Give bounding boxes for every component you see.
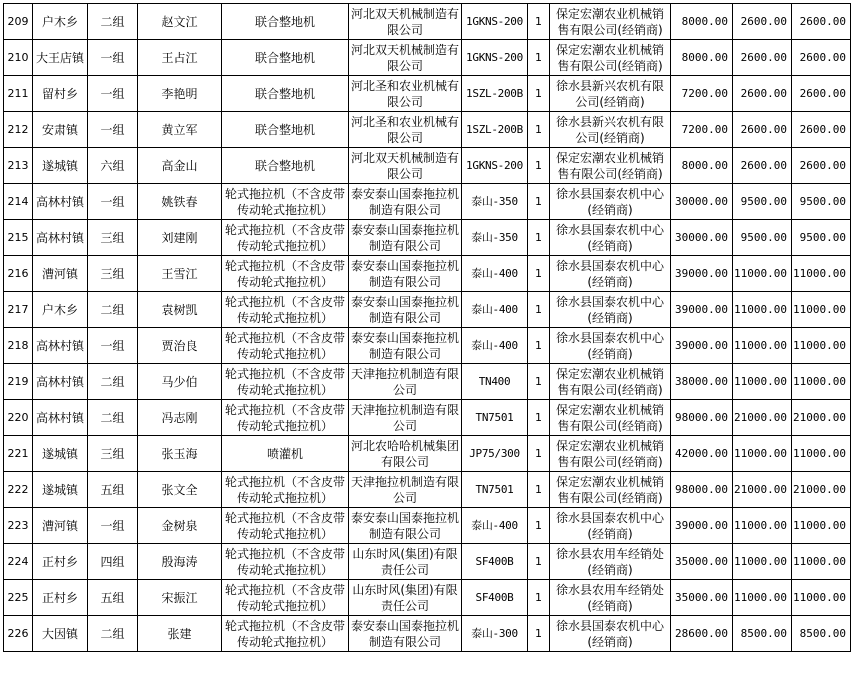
town-cell: 遂城镇 bbox=[33, 436, 88, 472]
table-row bbox=[4, 184, 851, 220]
row-number-cell: 221 bbox=[4, 436, 33, 472]
name-cell: 李艳明 bbox=[138, 76, 222, 112]
price-cell: 42000.00 bbox=[671, 436, 733, 472]
town-cell: 高林村镇 bbox=[33, 328, 88, 364]
table-row bbox=[4, 148, 851, 184]
name-cell: 王占江 bbox=[138, 40, 222, 76]
manufacturer-cell: 天津拖拉机制造有限公司 bbox=[349, 472, 462, 508]
quantity-cell: 1 bbox=[528, 184, 550, 220]
model-cell: 1GKNS-200 bbox=[462, 148, 528, 184]
group-cell: 二组 bbox=[88, 364, 138, 400]
manufacturer-cell: 河北圣和农业机械有限公司 bbox=[349, 112, 462, 148]
manufacturer-cell: 泰安泰山国泰拖拉机制造有限公司 bbox=[349, 328, 462, 364]
subsidy-amount-cell: 9500.00 bbox=[791, 220, 850, 256]
name-cell: 王雪江 bbox=[138, 256, 222, 292]
quantity-cell: 1 bbox=[528, 292, 550, 328]
model-cell: 泰山-350 bbox=[462, 220, 528, 256]
machine-type-cell: 轮式拖拉机（不含皮带传动轮式拖拉机） bbox=[222, 400, 349, 436]
subsidy-amount-cell: 2600.00 bbox=[791, 76, 850, 112]
subsidy-amount-cell: 2600.00 bbox=[791, 148, 850, 184]
table-row bbox=[4, 256, 851, 292]
machine-type-cell: 轮式拖拉机（不含皮带传动轮式拖拉机） bbox=[222, 508, 349, 544]
model-cell: 泰山-350 bbox=[462, 184, 528, 220]
dealer-cell: 保定宏潮农业机械销售有限公司(经销商) bbox=[550, 148, 671, 184]
machine-type-cell: 联合整地机 bbox=[222, 40, 349, 76]
dealer-cell: 徐水县国泰农机中心(经销商) bbox=[550, 184, 671, 220]
town-cell: 高林村镇 bbox=[33, 184, 88, 220]
table-row bbox=[4, 76, 851, 112]
price-cell: 7200.00 bbox=[671, 112, 733, 148]
row-number-cell: 225 bbox=[4, 580, 33, 616]
quantity-cell: 1 bbox=[528, 220, 550, 256]
subsidy-cell: 21000.00 bbox=[733, 472, 792, 508]
machine-type-cell: 轮式拖拉机（不含皮带传动轮式拖拉机） bbox=[222, 472, 349, 508]
manufacturer-cell: 泰安泰山国泰拖拉机制造有限公司 bbox=[349, 616, 462, 652]
town-cell: 正村乡 bbox=[33, 580, 88, 616]
dealer-cell: 徐水县国泰农机中心(经销商) bbox=[550, 256, 671, 292]
town-cell: 高林村镇 bbox=[33, 364, 88, 400]
table-row bbox=[4, 4, 851, 40]
quantity-cell: 1 bbox=[528, 328, 550, 364]
row-number-cell: 211 bbox=[4, 76, 33, 112]
group-cell: 三组 bbox=[88, 256, 138, 292]
machine-type-cell: 轮式拖拉机（不含皮带传动轮式拖拉机） bbox=[222, 544, 349, 580]
model-cell: SF400B bbox=[462, 580, 528, 616]
subsidy-amount-cell: 11000.00 bbox=[791, 256, 850, 292]
town-cell: 大王店镇 bbox=[33, 40, 88, 76]
manufacturer-cell: 天津拖拉机制造有限公司 bbox=[349, 364, 462, 400]
subsidy-cell: 11000.00 bbox=[733, 544, 792, 580]
group-cell: 一组 bbox=[88, 40, 138, 76]
name-cell: 冯志刚 bbox=[138, 400, 222, 436]
price-cell: 30000.00 bbox=[671, 184, 733, 220]
subsidy-cell: 2600.00 bbox=[733, 4, 792, 40]
model-cell: 1SZL-200B bbox=[462, 112, 528, 148]
name-cell: 高金山 bbox=[138, 148, 222, 184]
manufacturer-cell: 河北圣和农业机械有限公司 bbox=[349, 76, 462, 112]
price-cell: 98000.00 bbox=[671, 472, 733, 508]
subsidy-cell: 11000.00 bbox=[733, 364, 792, 400]
machine-type-cell: 联合整地机 bbox=[222, 4, 349, 40]
model-cell: JP75/300 bbox=[462, 436, 528, 472]
dealer-cell: 徐水县国泰农机中心(经销商) bbox=[550, 328, 671, 364]
dealer-cell: 保定宏潮农业机械销售有限公司(经销商) bbox=[550, 40, 671, 76]
group-cell: 五组 bbox=[88, 472, 138, 508]
machine-type-cell: 轮式拖拉机（不含皮带传动轮式拖拉机） bbox=[222, 616, 349, 652]
group-cell: 二组 bbox=[88, 292, 138, 328]
price-cell: 8000.00 bbox=[671, 4, 733, 40]
table-row bbox=[4, 220, 851, 256]
group-cell: 三组 bbox=[88, 436, 138, 472]
price-cell: 35000.00 bbox=[671, 580, 733, 616]
table-body bbox=[4, 4, 851, 652]
subsidy-cell: 2600.00 bbox=[733, 112, 792, 148]
manufacturer-cell: 泰安泰山国泰拖拉机制造有限公司 bbox=[349, 184, 462, 220]
price-cell: 39000.00 bbox=[671, 508, 733, 544]
name-cell: 金树泉 bbox=[138, 508, 222, 544]
town-cell: 漕河镇 bbox=[33, 256, 88, 292]
table-row bbox=[4, 328, 851, 364]
row-number-cell: 216 bbox=[4, 256, 33, 292]
price-cell: 7200.00 bbox=[671, 76, 733, 112]
quantity-cell: 1 bbox=[528, 580, 550, 616]
subsidy-cell: 11000.00 bbox=[733, 436, 792, 472]
town-cell: 遂城镇 bbox=[33, 148, 88, 184]
price-cell: 8000.00 bbox=[671, 40, 733, 76]
row-number-cell: 210 bbox=[4, 40, 33, 76]
dealer-cell: 保定宏潮农业机械销售有限公司(经销商) bbox=[550, 436, 671, 472]
price-cell: 30000.00 bbox=[671, 220, 733, 256]
model-cell: TN7501 bbox=[462, 472, 528, 508]
manufacturer-cell: 泰安泰山国泰拖拉机制造有限公司 bbox=[349, 256, 462, 292]
name-cell: 张建 bbox=[138, 616, 222, 652]
machine-type-cell: 联合整地机 bbox=[222, 76, 349, 112]
subsidy-amount-cell: 9500.00 bbox=[791, 184, 850, 220]
row-number-cell: 224 bbox=[4, 544, 33, 580]
row-number-cell: 222 bbox=[4, 472, 33, 508]
name-cell: 袁树凯 bbox=[138, 292, 222, 328]
subsidy-amount-cell: 21000.00 bbox=[791, 472, 850, 508]
machine-type-cell: 轮式拖拉机（不含皮带传动轮式拖拉机） bbox=[222, 292, 349, 328]
dealer-cell: 保定宏潮农业机械销售有限公司(经销商) bbox=[550, 364, 671, 400]
group-cell: 四组 bbox=[88, 544, 138, 580]
dealer-cell: 徐水县国泰农机中心(经销商) bbox=[550, 220, 671, 256]
machine-type-cell: 轮式拖拉机（不含皮带传动轮式拖拉机） bbox=[222, 184, 349, 220]
quantity-cell: 1 bbox=[528, 76, 550, 112]
group-cell: 一组 bbox=[88, 112, 138, 148]
subsidy-cell: 8500.00 bbox=[733, 616, 792, 652]
dealer-cell: 徐水县新兴农机有限公司(经销商) bbox=[550, 76, 671, 112]
dealer-cell: 徐水县国泰农机中心(经销商) bbox=[550, 616, 671, 652]
model-cell: TN400 bbox=[462, 364, 528, 400]
quantity-cell: 1 bbox=[528, 364, 550, 400]
table-row bbox=[4, 472, 851, 508]
row-number-cell: 220 bbox=[4, 400, 33, 436]
table-row bbox=[4, 292, 851, 328]
quantity-cell: 1 bbox=[528, 616, 550, 652]
dealer-cell: 保定宏潮农业机械销售有限公司(经销商) bbox=[550, 400, 671, 436]
quantity-cell: 1 bbox=[528, 544, 550, 580]
quantity-cell: 1 bbox=[528, 400, 550, 436]
manufacturer-cell: 河北双天机械制造有限公司 bbox=[349, 40, 462, 76]
row-number-cell: 214 bbox=[4, 184, 33, 220]
table-row bbox=[4, 544, 851, 580]
manufacturer-cell: 河北农哈哈机械集团有限公司 bbox=[349, 436, 462, 472]
group-cell: 二组 bbox=[88, 4, 138, 40]
model-cell: 1GKNS-200 bbox=[462, 40, 528, 76]
subsidy-cell: 11000.00 bbox=[733, 328, 792, 364]
row-number-cell: 223 bbox=[4, 508, 33, 544]
machine-type-cell: 联合整地机 bbox=[222, 148, 349, 184]
table-row bbox=[4, 112, 851, 148]
name-cell: 姚铁春 bbox=[138, 184, 222, 220]
manufacturer-cell: 河北双天机械制造有限公司 bbox=[349, 4, 462, 40]
subsidy-cell: 11000.00 bbox=[733, 580, 792, 616]
machine-type-cell: 轮式拖拉机（不含皮带传动轮式拖拉机） bbox=[222, 580, 349, 616]
price-cell: 39000.00 bbox=[671, 328, 733, 364]
dealer-cell: 徐水县农用车经销处(经销商) bbox=[550, 580, 671, 616]
model-cell: SF400B bbox=[462, 544, 528, 580]
group-cell: 二组 bbox=[88, 616, 138, 652]
quantity-cell: 1 bbox=[528, 256, 550, 292]
name-cell: 黄立军 bbox=[138, 112, 222, 148]
row-number-cell: 219 bbox=[4, 364, 33, 400]
group-cell: 五组 bbox=[88, 580, 138, 616]
name-cell: 殷海涛 bbox=[138, 544, 222, 580]
group-cell: 一组 bbox=[88, 508, 138, 544]
manufacturer-cell: 河北双天机械制造有限公司 bbox=[349, 148, 462, 184]
subsidy-table bbox=[3, 3, 851, 652]
table-row bbox=[4, 580, 851, 616]
name-cell: 马少伯 bbox=[138, 364, 222, 400]
model-cell: 泰山-300 bbox=[462, 616, 528, 652]
price-cell: 35000.00 bbox=[671, 544, 733, 580]
table-row bbox=[4, 436, 851, 472]
model-cell: 泰山-400 bbox=[462, 508, 528, 544]
subsidy-cell: 9500.00 bbox=[733, 220, 792, 256]
group-cell: 一组 bbox=[88, 328, 138, 364]
model-cell: 泰山-400 bbox=[462, 328, 528, 364]
subsidy-amount-cell: 2600.00 bbox=[791, 40, 850, 76]
subsidy-amount-cell: 11000.00 bbox=[791, 436, 850, 472]
quantity-cell: 1 bbox=[528, 472, 550, 508]
subsidy-amount-cell: 11000.00 bbox=[791, 292, 850, 328]
subsidy-cell: 2600.00 bbox=[733, 148, 792, 184]
quantity-cell: 1 bbox=[528, 40, 550, 76]
table-row bbox=[4, 508, 851, 544]
manufacturer-cell: 山东时风(集团)有限责任公司 bbox=[349, 544, 462, 580]
model-cell: 泰山-400 bbox=[462, 292, 528, 328]
price-cell: 98000.00 bbox=[671, 400, 733, 436]
model-cell: 1SZL-200B bbox=[462, 76, 528, 112]
model-cell: TN7501 bbox=[462, 400, 528, 436]
quantity-cell: 1 bbox=[528, 436, 550, 472]
subsidy-amount-cell: 2600.00 bbox=[791, 4, 850, 40]
price-cell: 39000.00 bbox=[671, 256, 733, 292]
name-cell: 赵文江 bbox=[138, 4, 222, 40]
manufacturer-cell: 泰安泰山国泰拖拉机制造有限公司 bbox=[349, 508, 462, 544]
model-cell: 泰山-400 bbox=[462, 256, 528, 292]
group-cell: 一组 bbox=[88, 76, 138, 112]
price-cell: 28600.00 bbox=[671, 616, 733, 652]
manufacturer-cell: 天津拖拉机制造有限公司 bbox=[349, 400, 462, 436]
town-cell: 户木乡 bbox=[33, 4, 88, 40]
town-cell: 户木乡 bbox=[33, 292, 88, 328]
machine-type-cell: 喷灌机 bbox=[222, 436, 349, 472]
dealer-cell: 徐水县农用车经销处(经销商) bbox=[550, 544, 671, 580]
subsidy-amount-cell: 11000.00 bbox=[791, 580, 850, 616]
price-cell: 39000.00 bbox=[671, 292, 733, 328]
dealer-cell: 保定宏潮农业机械销售有限公司(经销商) bbox=[550, 4, 671, 40]
town-cell: 安肃镇 bbox=[33, 112, 88, 148]
subsidy-amount-cell: 11000.00 bbox=[791, 544, 850, 580]
dealer-cell: 徐水县新兴农机有限公司(经销商) bbox=[550, 112, 671, 148]
manufacturer-cell: 泰安泰山国泰拖拉机制造有限公司 bbox=[349, 292, 462, 328]
subsidy-cell: 2600.00 bbox=[733, 40, 792, 76]
dealer-cell: 徐水县国泰农机中心(经销商) bbox=[550, 292, 671, 328]
machine-type-cell: 轮式拖拉机（不含皮带传动轮式拖拉机） bbox=[222, 364, 349, 400]
table-row bbox=[4, 40, 851, 76]
name-cell: 张玉海 bbox=[138, 436, 222, 472]
row-number-cell: 212 bbox=[4, 112, 33, 148]
table-row bbox=[4, 616, 851, 652]
subsidy-amount-cell: 8500.00 bbox=[791, 616, 850, 652]
subsidy-amount-cell: 11000.00 bbox=[791, 508, 850, 544]
name-cell: 刘建刚 bbox=[138, 220, 222, 256]
town-cell: 正村乡 bbox=[33, 544, 88, 580]
row-number-cell: 218 bbox=[4, 328, 33, 364]
quantity-cell: 1 bbox=[528, 4, 550, 40]
row-number-cell: 217 bbox=[4, 292, 33, 328]
group-cell: 一组 bbox=[88, 184, 138, 220]
table-row bbox=[4, 364, 851, 400]
subsidy-cell: 2600.00 bbox=[733, 76, 792, 112]
subsidy-cell: 11000.00 bbox=[733, 292, 792, 328]
machine-type-cell: 轮式拖拉机（不含皮带传动轮式拖拉机） bbox=[222, 328, 349, 364]
group-cell: 六组 bbox=[88, 148, 138, 184]
price-cell: 8000.00 bbox=[671, 148, 733, 184]
quantity-cell: 1 bbox=[528, 508, 550, 544]
subsidy-cell: 11000.00 bbox=[733, 508, 792, 544]
quantity-cell: 1 bbox=[528, 148, 550, 184]
manufacturer-cell: 山东时风(集团)有限责任公司 bbox=[349, 580, 462, 616]
subsidy-amount-cell: 11000.00 bbox=[791, 328, 850, 364]
table-row bbox=[4, 400, 851, 436]
row-number-cell: 215 bbox=[4, 220, 33, 256]
machine-type-cell: 联合整地机 bbox=[222, 112, 349, 148]
subsidy-amount-cell: 11000.00 bbox=[791, 364, 850, 400]
town-cell: 遂城镇 bbox=[33, 472, 88, 508]
group-cell: 三组 bbox=[88, 220, 138, 256]
row-number-cell: 226 bbox=[4, 616, 33, 652]
town-cell: 高林村镇 bbox=[33, 220, 88, 256]
name-cell: 张文全 bbox=[138, 472, 222, 508]
price-cell: 38000.00 bbox=[671, 364, 733, 400]
subsidy-amount-cell: 21000.00 bbox=[791, 400, 850, 436]
subsidy-cell: 11000.00 bbox=[733, 256, 792, 292]
subsidy-cell: 9500.00 bbox=[733, 184, 792, 220]
machine-type-cell: 轮式拖拉机（不含皮带传动轮式拖拉机） bbox=[222, 220, 349, 256]
subsidy-cell: 21000.00 bbox=[733, 400, 792, 436]
quantity-cell: 1 bbox=[528, 112, 550, 148]
manufacturer-cell: 泰安泰山国泰拖拉机制造有限公司 bbox=[349, 220, 462, 256]
group-cell: 二组 bbox=[88, 400, 138, 436]
row-number-cell: 213 bbox=[4, 148, 33, 184]
subsidy-amount-cell: 2600.00 bbox=[791, 112, 850, 148]
name-cell: 宋振江 bbox=[138, 580, 222, 616]
town-cell: 漕河镇 bbox=[33, 508, 88, 544]
town-cell: 高林村镇 bbox=[33, 400, 88, 436]
dealer-cell: 保定宏潮农业机械销售有限公司(经销商) bbox=[550, 472, 671, 508]
name-cell: 贾治良 bbox=[138, 328, 222, 364]
machine-type-cell: 轮式拖拉机（不含皮带传动轮式拖拉机） bbox=[222, 256, 349, 292]
row-number-cell: 209 bbox=[4, 4, 33, 40]
town-cell: 大因镇 bbox=[33, 616, 88, 652]
town-cell: 留村乡 bbox=[33, 76, 88, 112]
dealer-cell: 徐水县国泰农机中心(经销商) bbox=[550, 508, 671, 544]
model-cell: 1GKNS-200 bbox=[462, 4, 528, 40]
